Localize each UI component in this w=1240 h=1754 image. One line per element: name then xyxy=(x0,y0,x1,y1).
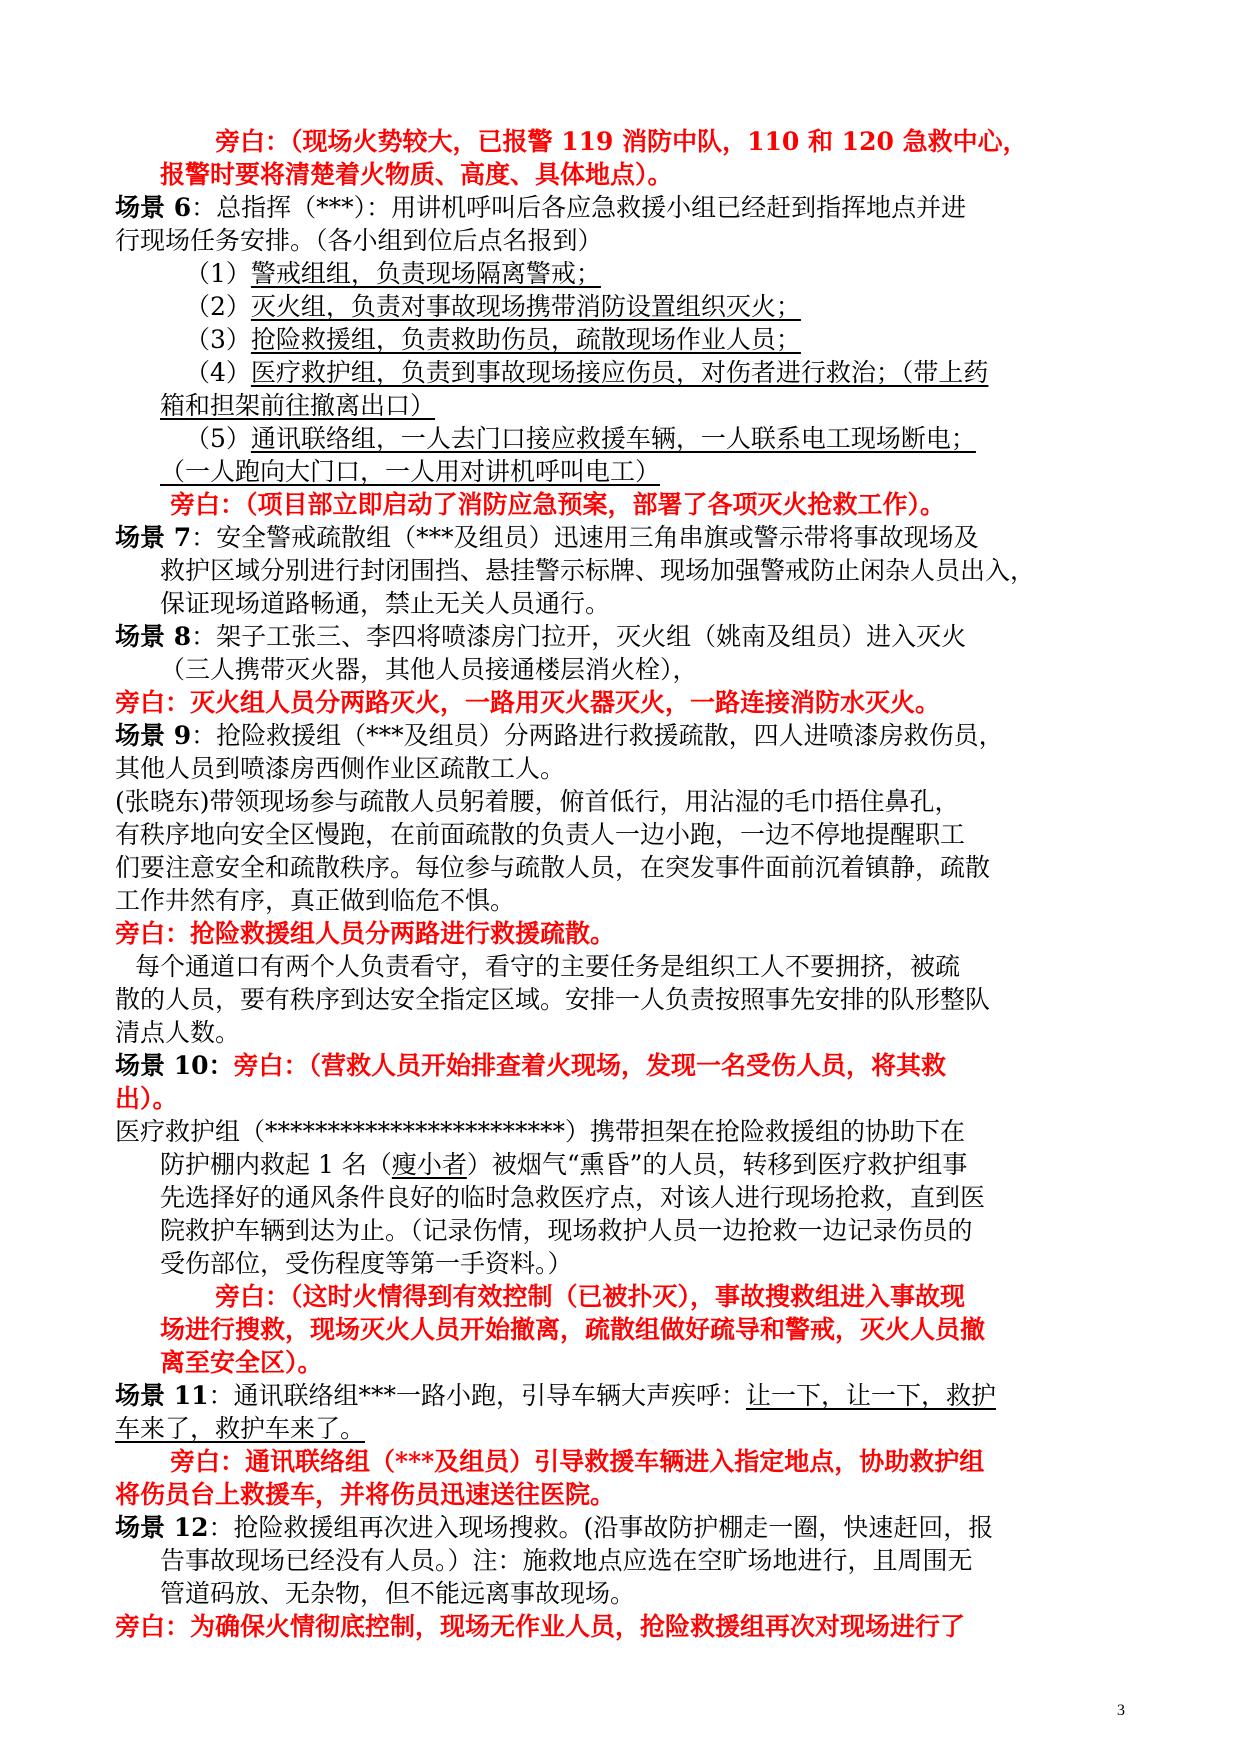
text-segment: 其他人员到喷漆房西侧作业区疏散工人。 xyxy=(115,754,566,783)
narration-line xyxy=(115,488,1130,521)
text-line xyxy=(115,785,1130,818)
text-line xyxy=(115,1016,1130,1049)
text-line xyxy=(115,1577,1130,1610)
narration-line xyxy=(115,1280,1130,1313)
text-segment: （1） xyxy=(185,259,251,288)
text-line xyxy=(115,752,1130,785)
text-segment: 瘦小者 xyxy=(391,1150,467,1179)
text-segment: ：通讯联络组***一路小跑，引导车辆大声疾呼： xyxy=(208,1381,747,1410)
text-segment: （2） xyxy=(185,292,251,321)
text-segment: 灭火组，负责对事故现场携带消防设置组织灭火； xyxy=(250,292,801,321)
narration-line xyxy=(115,125,1130,158)
text-line xyxy=(115,191,1130,224)
text-segment: 防护棚内救起 1 名（ xyxy=(160,1150,392,1179)
text-line xyxy=(115,983,1130,1016)
text-segment: （3） xyxy=(185,325,251,354)
text-segment: ：抢险救援组（***及组员）分两路进行救援疏散，四人进喷漆房救伤员， xyxy=(191,721,1004,750)
narration-line xyxy=(115,158,1130,191)
text-line xyxy=(115,521,1130,554)
text-segment: 告事故现场已经没有人员。）注：施救地点应选在空旷场地进行，且周围无 xyxy=(160,1546,973,1575)
text-segment: ：架子工张三、李四将喷漆房门拉开，灭火组（姚南及组员）进入灭火 xyxy=(191,622,967,651)
text-line xyxy=(115,884,1130,917)
text-line xyxy=(115,1247,1130,1280)
text-segment: 场景 12 xyxy=(115,1513,209,1542)
text-line xyxy=(115,356,1130,389)
text-segment: 有秩序地向安全区慢跑，在前面疏散的负责人一边小跑，一边不停地提醒职工 xyxy=(115,820,966,849)
text-line xyxy=(115,554,1130,587)
text-segment: 出）。 xyxy=(115,1084,178,1113)
text-line xyxy=(115,422,1130,455)
text-line xyxy=(115,1511,1130,1544)
text-segment: 车来了，救护车来了。 xyxy=(115,1414,366,1443)
text-line xyxy=(115,389,1130,422)
text-segment: 让一下，让一下，救护 xyxy=(746,1381,997,1410)
text-segment: ：安全警戒疏散组（***及组员）迅速用三角串旗或警示带将事故现场及 xyxy=(191,523,979,552)
text-segment: 们要注意安全和疏散秩序。每位参与疏散人员，在突发事件面前沉着镇静，疏散 xyxy=(115,853,991,882)
text-line xyxy=(115,323,1130,356)
text-segment: （5） xyxy=(185,424,251,453)
text-segment: 管道码放、无杂物，但不能远离事故现场。 xyxy=(160,1579,636,1608)
text-segment: 旁白：（项目部立即启动了消防应急预案，部署了各项灭火抢救工作）。 xyxy=(170,490,946,519)
text-segment: 旁白：通讯联络组（***及组员）引导救援车辆进入指定地点，协助救护组 xyxy=(170,1447,985,1476)
text-line xyxy=(115,1214,1130,1247)
text-line xyxy=(115,290,1130,323)
text-line xyxy=(115,1544,1130,1577)
text-segment: 旁白：灭火组人员分两路灭火，一路用灭火器灭火，一路连接消防水灭火。 xyxy=(115,688,941,717)
text-segment: 旁白：抢险救援组人员分两路进行救援疏散。 xyxy=(115,919,616,948)
text-line xyxy=(115,257,1130,290)
text-line xyxy=(115,1181,1130,1214)
text-line xyxy=(115,587,1130,620)
text-line xyxy=(115,1115,1130,1148)
text-segment: 医疗救护组（************************）携带担架在抢险救援组的协助下在 xyxy=(115,1117,966,1146)
text-segment: 散的人员，要有秩序到达安全指定区域。安排一人负责按照事先安排的队形整队 xyxy=(115,985,991,1014)
narration-line xyxy=(115,1346,1130,1379)
text-segment: 旁白：（营救人员开始排查着火现场，发现一名受伤人员，将其救 xyxy=(233,1051,947,1080)
text-segment: 离至安全区）。 xyxy=(160,1348,323,1377)
narration-line xyxy=(115,917,1130,950)
text-segment: ：抢险救援组再次进入现场搜救。(沿事故防护棚走一圈，快速赶回，报 xyxy=(208,1513,994,1542)
text-segment: （三人携带灭火器，其他人员接通楼层消火栓）， xyxy=(160,655,698,684)
text-segment: 工作井然有序，真正做到临危不惧。 xyxy=(115,886,516,915)
document-body xyxy=(115,125,1130,1643)
text-segment: 先选择好的通风条件良好的临时急救医疗点，对该人进行现场抢救，直到医 xyxy=(160,1183,986,1212)
page-number: 3 xyxy=(1117,1702,1125,1719)
text-line xyxy=(115,851,1130,884)
narration-line xyxy=(115,1478,1130,1511)
text-segment: 保证现场道路畅通，禁止无关人员通行。 xyxy=(160,589,611,618)
narration-line xyxy=(115,1082,1130,1115)
text-segment: 场进行搜救，现场灭火人员开始撤离，疏散组做好疏导和警戒，灭火人员撤 xyxy=(160,1315,986,1344)
text-segment: 救护区域分别进行封闭围挡、悬挂警示标牌、现场加强警戒防止闲杂人员出入， xyxy=(160,556,1036,585)
narration-line xyxy=(115,1313,1130,1346)
text-segment: 旁白：（现场火势较大，已报警 119 消防中队，110 和 120 急救中心， xyxy=(215,127,1028,156)
text-segment: 旁白：为确保火情彻底控制，现场无作业人员，抢险救援组再次对现场进行了 xyxy=(115,1612,966,1641)
text-segment: 场景 11 xyxy=(115,1381,209,1410)
text-segment: 清点人数。 xyxy=(115,1018,241,1047)
text-segment: 场景 10： xyxy=(115,1051,234,1080)
text-segment: 场景 9 xyxy=(115,721,192,750)
text-line xyxy=(115,455,1130,488)
text-line xyxy=(115,653,1130,686)
text-segment: 报警时要将清楚着火物质、高度、具体地点）。 xyxy=(160,160,673,189)
text-segment: 每个通道口有两个人负责看守，看守的主要任务是组织工人不要拥挤，被疏 xyxy=(135,952,961,981)
text-line xyxy=(115,620,1130,653)
narration-line xyxy=(115,686,1130,719)
text-line xyxy=(115,1049,1130,1082)
text-segment: 抢险救援组，负责救助伤员，疏散现场作业人员； xyxy=(250,325,801,354)
text-segment: 场景 7 xyxy=(115,523,192,552)
narration-line xyxy=(115,1610,1130,1643)
text-segment: ）被烟气“熏昏”的人员，转移到医疗救护组事 xyxy=(466,1150,968,1179)
text-line xyxy=(115,719,1130,752)
narration-line xyxy=(115,1445,1130,1478)
text-segment: 院救护车辆到达为止。（记录伤情，现场救护人员一边抢救一边记录伤员的 xyxy=(160,1216,973,1245)
text-line xyxy=(115,1379,1130,1412)
text-segment: 受伤部位，受伤程度等第一手资料。） xyxy=(160,1249,573,1278)
text-segment: (张晓东)带领现场参与疏散人员躬着腰，俯首低行，用沾湿的毛巾捂住鼻孔， xyxy=(115,787,960,816)
text-line xyxy=(115,1412,1130,1445)
text-segment: 警戒组组，负责现场隔离警戒； xyxy=(250,259,601,288)
text-segment: （4） xyxy=(185,358,251,387)
text-segment: 行现场任务安排。（各小组到位后点名报到） xyxy=(115,226,603,255)
text-line xyxy=(115,224,1130,257)
text-line xyxy=(115,818,1130,851)
text-line xyxy=(115,1148,1130,1181)
text-line xyxy=(115,950,1130,983)
text-segment: 场景 8 xyxy=(115,622,192,651)
text-segment: ：总指挥（***）：用讲机呼叫后各应急救援小组已经赶到指挥地点并进 xyxy=(191,193,967,222)
text-segment: 箱和担架前往撤离出口） xyxy=(160,391,436,420)
text-segment: 通讯联络组，一人去门口接应救援车辆，一人联系电工现场断电； xyxy=(250,424,976,453)
text-segment: 旁白：（这时火情得到有效控制（已被扑灭），事故搜救组进入事故现 xyxy=(215,1282,966,1311)
text-segment: 场景 6 xyxy=(115,193,192,222)
text-segment: 将伤员台上救援车，并将伤员迅速送往医院。 xyxy=(115,1480,616,1509)
text-segment: 医疗救护组，负责到事故现场接应伤员，对伤者进行救治；（带上药 xyxy=(250,358,989,387)
text-segment: （一人跑向大门口，一人用对讲机呼叫电工） xyxy=(160,457,661,486)
